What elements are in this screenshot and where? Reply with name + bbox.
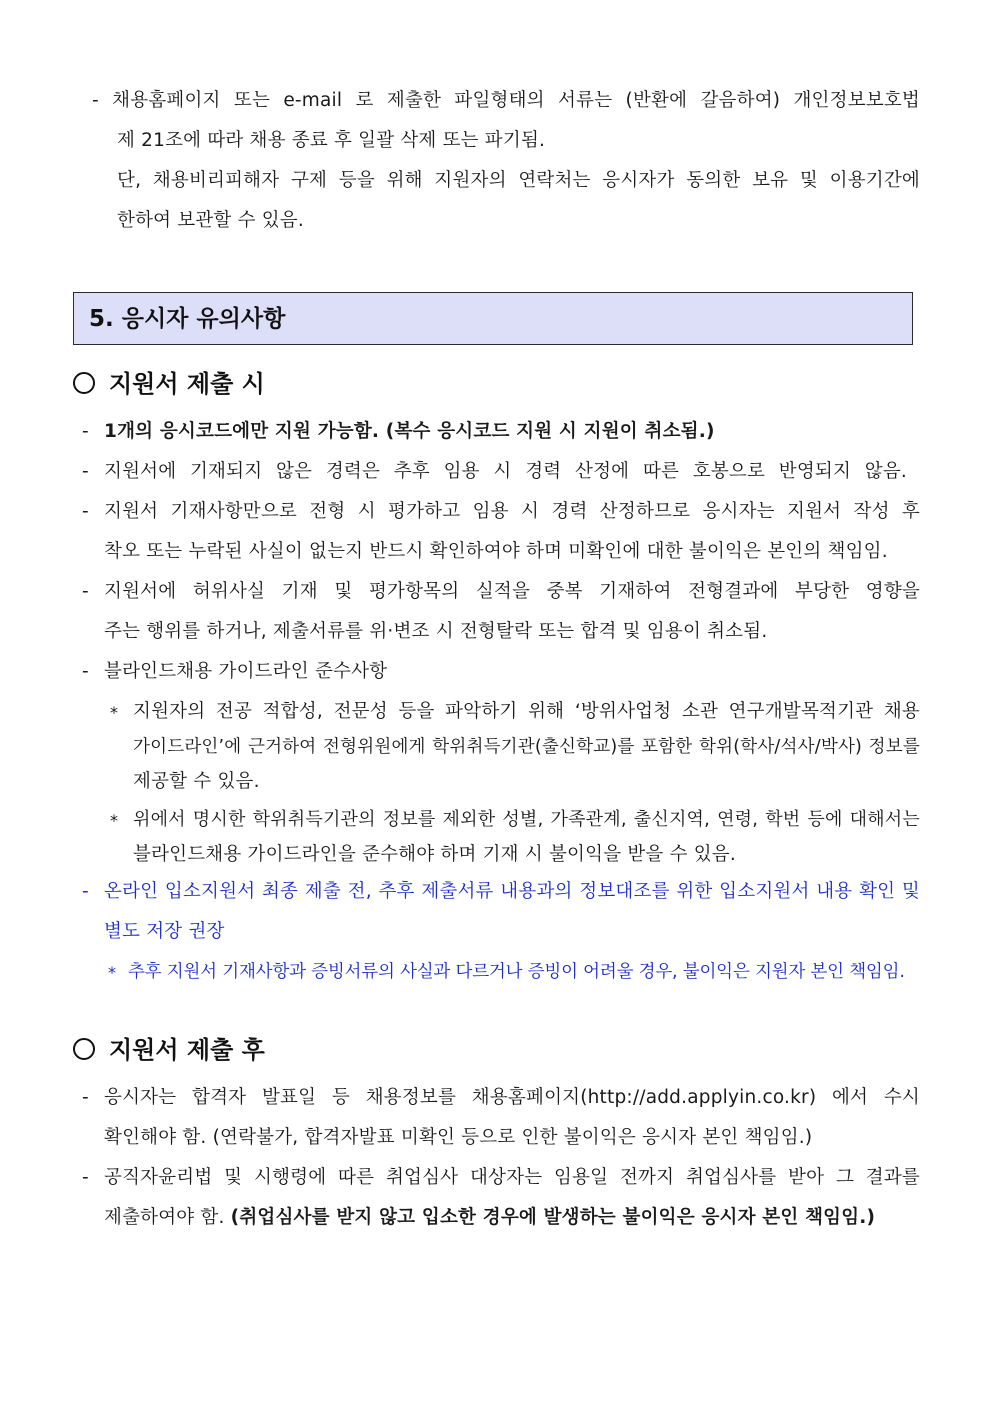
blind-hiring-note-line-1: 위에서 명시한 학위취득기관의 정보를 제외한 성별, 가족관계, 출신지역, 연령, 학번 등에 대해서는 xyxy=(133,809,920,830)
dash-bullet: - xyxy=(82,661,89,682)
retention-notice-line-3: 단, 채용비리피해자 구제 등을 위해 지원자의 연락처는 응시자가 동의한 보유 및 이용기간에 xyxy=(117,170,920,191)
application-check-line-2: 착오 또는 누락된 사실이 없는지 반드시 확인하여야 하며 미확인에 대한 불이익은 본인의 책임임. xyxy=(104,541,888,562)
subheading-label: 지원서 제출 시 xyxy=(109,370,265,398)
asterisk-bullet: * xyxy=(110,811,118,830)
dash-bullet: - xyxy=(82,461,89,482)
application-check-line-1: 지원서 기재사항만으로 전형 시 평가하고 임용 시 경력 산정하므로 응시자는 지원서 작성 후 xyxy=(104,501,920,522)
dash-bullet: - xyxy=(82,581,89,602)
subheading-after-submission xyxy=(73,1035,265,1065)
asterisk-bullet: * xyxy=(110,703,118,722)
subheading-label: 지원서 제출 후 xyxy=(109,1036,265,1064)
retention-notice-line-4: 한하여 보관할 수 있음. xyxy=(117,210,304,231)
employment-review-bold: (취업심사를 받지 않고 입소한 경우에 발생하는 불이익은 응시자 본인 책임임.) xyxy=(230,1207,876,1228)
subheading-during-submission xyxy=(73,369,265,399)
degree-info-note-line-2: 가이드라인’에 근거하여 전형위원에게 학위취득기관(출신학교)를 포함한 학위(학사/석사/박사) 정보를 xyxy=(133,737,920,757)
asterisk-bullet: * xyxy=(108,963,116,982)
employment-review-line-1: 공직자윤리법 및 시행령에 따른 취업심사 대상자는 임용일 전까지 취업심사를 받아 그 결과를 xyxy=(104,1167,920,1188)
degree-info-note-line-3: 제공할 수 있음. xyxy=(133,771,260,792)
dash-bullet: - xyxy=(82,501,89,522)
blind-hiring-note-line-2: 블라인드채용 가이드라인을 준수해야 하며 기재 시 불이익을 받을 수 있음. xyxy=(133,844,736,865)
career-notice: 지원서에 기재되지 않은 경력은 추후 임용 시 경력 산정에 따른 호봉으로 반영되지 않음. xyxy=(104,461,907,482)
false-info-line-1: 지원서에 허위사실 기재 및 평가항목의 실적을 중복 기재하여 전형결과에 부당한 영향을 xyxy=(104,581,920,602)
employment-review-line-2 xyxy=(104,1206,875,1230)
section-title: 5. 응시자 유의사항 xyxy=(89,306,286,332)
employment-review-plain: 제출하여야 함. xyxy=(104,1207,231,1228)
circle-bullet-icon xyxy=(73,1038,95,1060)
retention-notice-line-2: 제 21조에 따라 채용 종료 후 일괄 삭제 또는 파기됨. xyxy=(117,130,546,151)
blind-hiring-item: 블라인드채용 가이드라인 준수사항 xyxy=(104,661,388,682)
dash-bullet: - xyxy=(82,1087,89,1108)
evidence-responsibility-note: 추후 지원서 기재사항과 증빙서류의 사실과 다르거나 증빙이 어려울 경우, 불이익은 지원자 본인 책임임. xyxy=(128,962,905,982)
degree-info-note-line-1: 지원자의 전공 적합성, 전문성 등을 파악하기 위해 ‘방위사업청 소관 연구개발목적기관 채용 xyxy=(133,701,920,722)
dash-bullet: - xyxy=(82,1167,89,1188)
dash-bullet: - xyxy=(82,881,89,902)
false-info-line-2: 주는 행위를 하거나, 제출서류를 위·변조 시 전형탈락 또는 합격 및 임용이 취소됨. xyxy=(104,621,768,642)
save-application-notice-line-1: 온라인 입소지원서 최종 제출 전, 추후 제출서류 내용과의 정보대조를 위한 입소지원서 내용 확인 및 xyxy=(104,881,920,902)
save-application-notice-line-2: 별도 저장 권장 xyxy=(104,921,225,942)
results-check-line-2: 확인해야 함. (연락불가, 합격자발표 미확인 등으로 인한 불이익은 응시자 본인 책임임.) xyxy=(104,1127,813,1148)
retention-notice-line-1: - 채용홈페이지 또는 e-mail 로 제출한 파일형태의 서류는 (반환에 갈음하여) 개인정보보호법 xyxy=(92,90,920,111)
dash-bullet: - xyxy=(82,421,89,442)
section-header-box xyxy=(73,292,913,345)
circle-bullet-icon xyxy=(73,372,95,394)
single-code-notice: 1개의 응시코드에만 지원 가능함. (복수 응시코드 지원 시 지원이 취소됨.) xyxy=(104,421,715,442)
results-check-line-1: 응시자는 합격자 발표일 등 채용정보를 채용홈페이지(http://add.applyin.co.kr) 에서 수시 xyxy=(104,1087,920,1108)
